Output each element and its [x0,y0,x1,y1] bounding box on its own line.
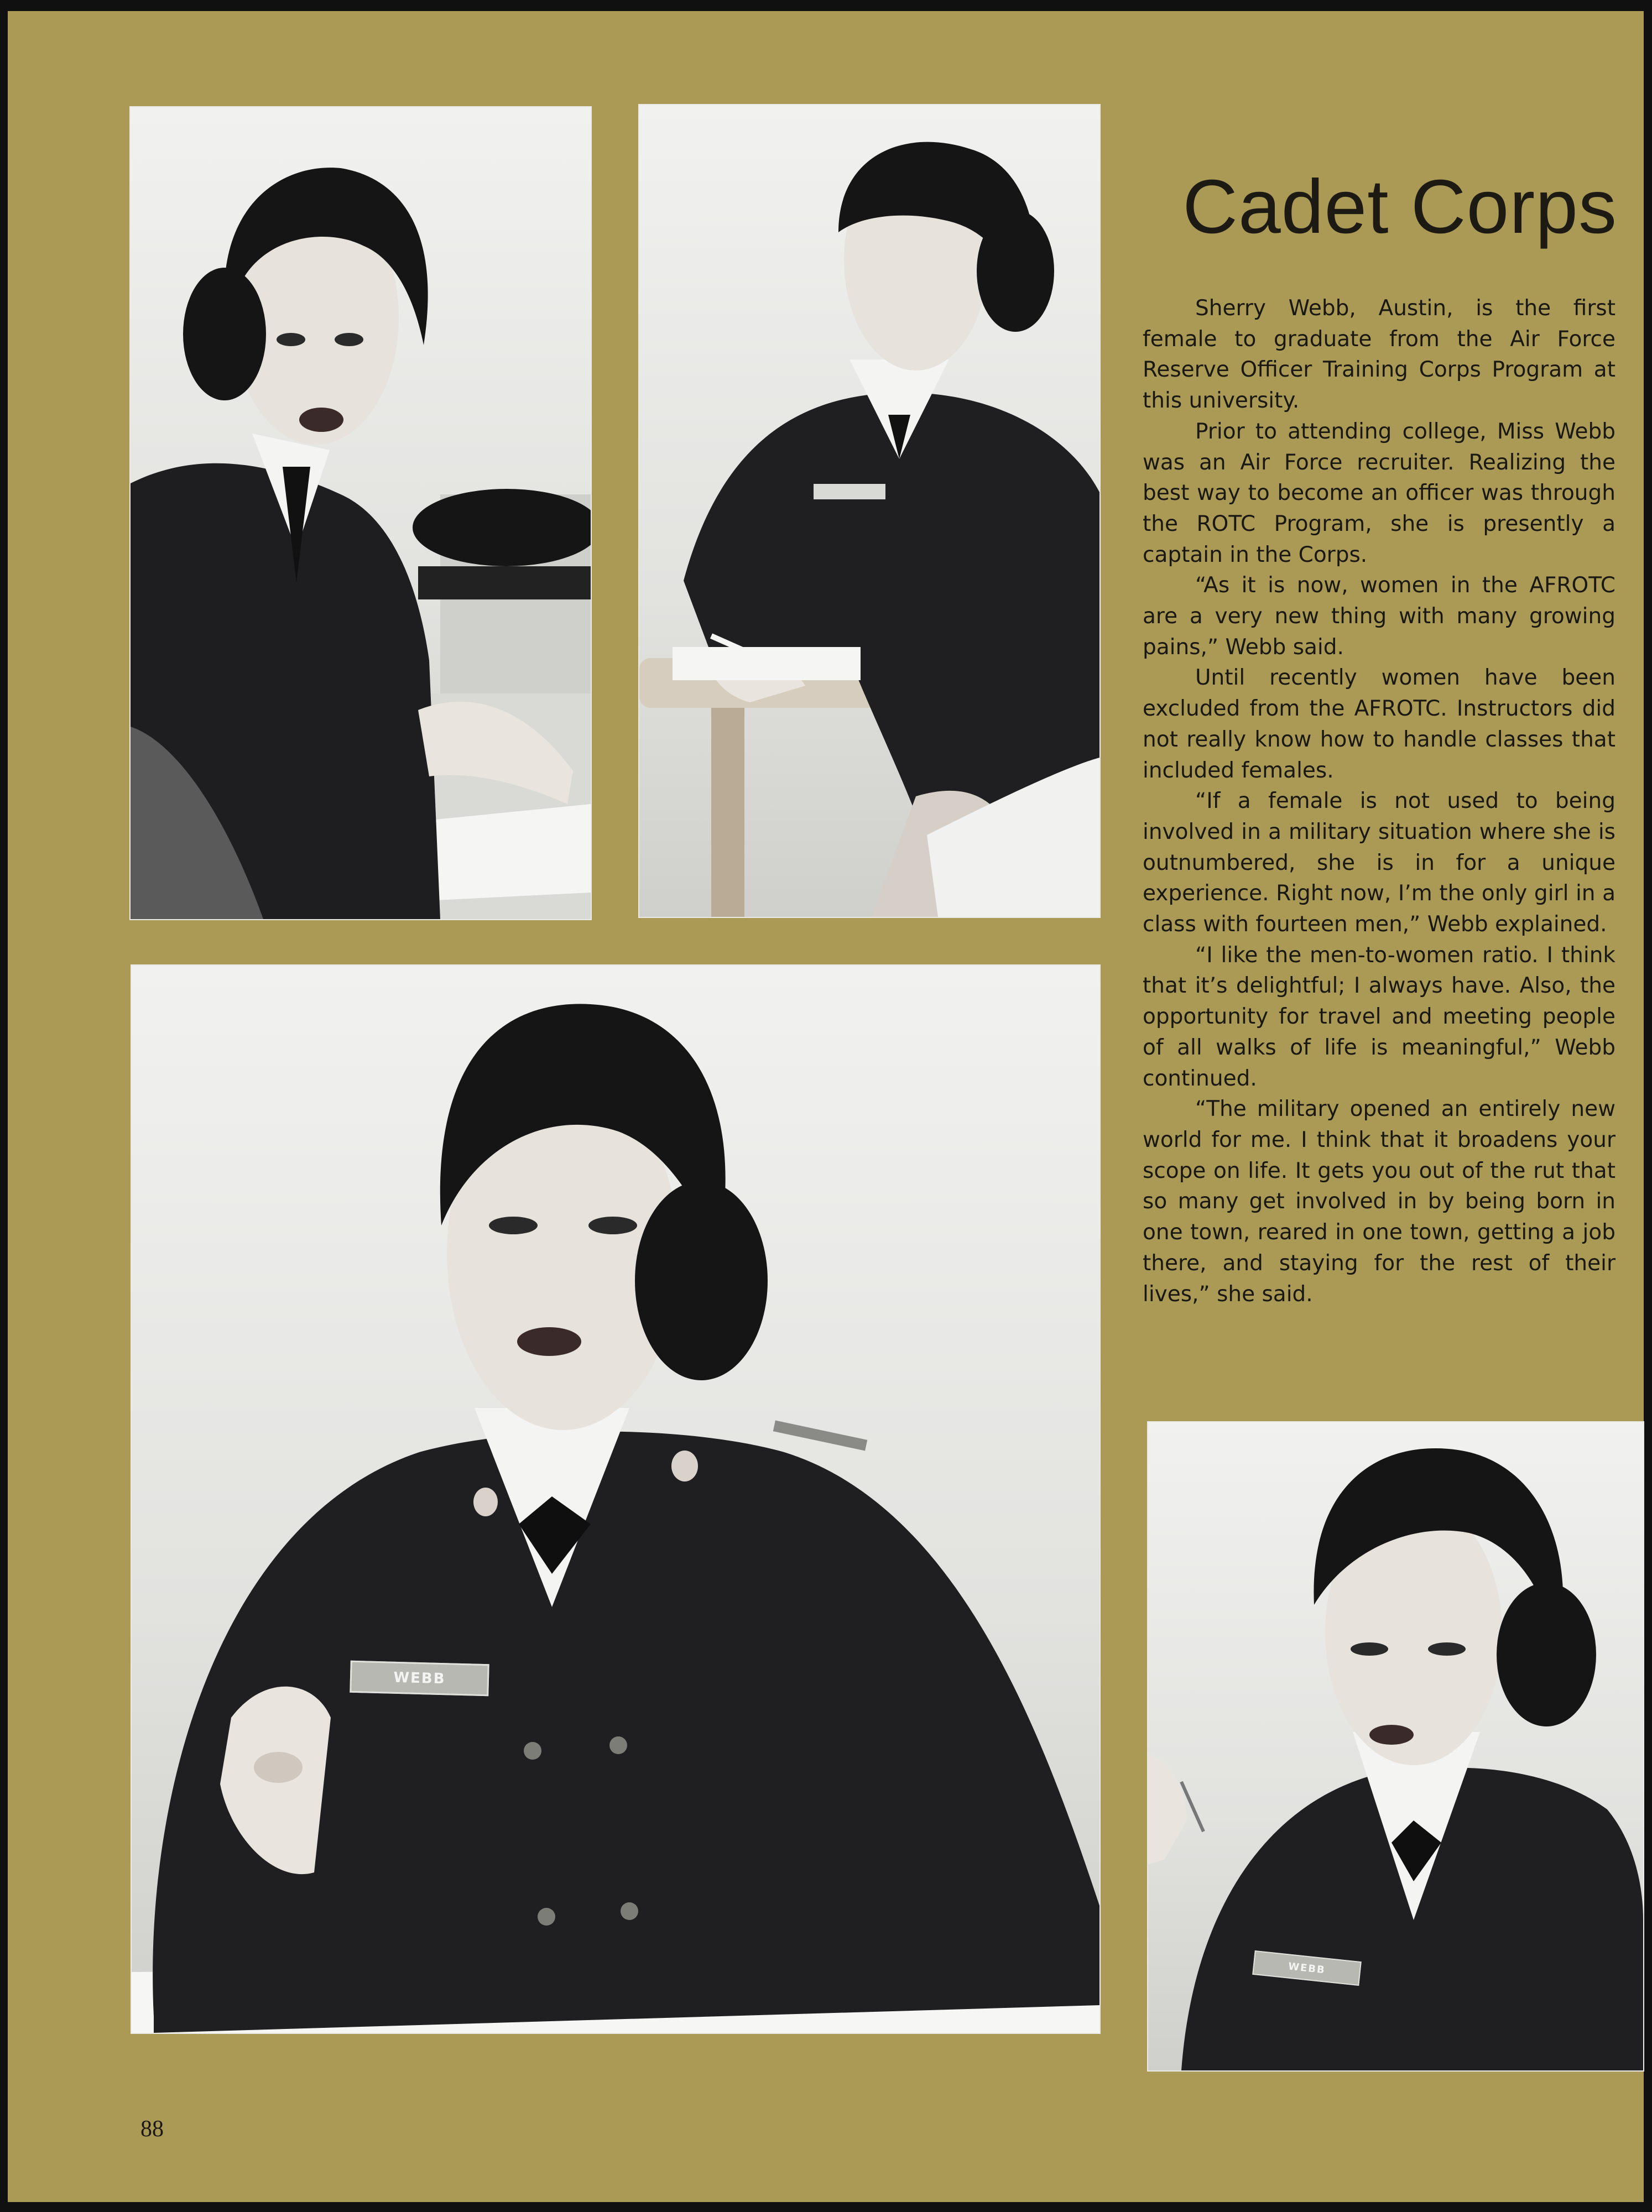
photo-cadet-reading [1147,1421,1644,2072]
photo-cadet-reading-image [1148,1422,1643,2070]
article-paragraph: “The military opened an entirely new world for me. I think that it broadens your scope on life. It gets you out of the rut that so many get involved in by being born in one town, reared in one town, getting a job there, and staying for the rest of their lives,” she said. [1143,1097,1615,1307]
article-paragraph: Sherry Webb, Austin, is the first female to graduate from the Air Force Reserve Officer Training Corps Program at this university. [1143,296,1615,414]
page-number: 88 [140,2116,164,2142]
photo-cadet-portrait [131,964,1101,2034]
article-paragraph: “I like the men-to-women ratio. I think that it’s delightful; I always have. Also, the opportunity for travel and meeting people of all walks of life is meaningful,” Webb continued. [1143,942,1615,1091]
article-paragraph: Prior to attending college, Miss Webb was an Air Force recruiter. Realizing the best way to become an officer was through the ROTC Program, she is presently a captain in the Corps. [1143,419,1615,567]
photo-cadet-speaking [129,106,592,920]
photo-cadet-writing-image [639,105,1099,917]
page-title: Cadet Corps [1182,164,1617,249]
photo-cadet-speaking-image [131,107,591,919]
name-tag-large-text: WEBB [393,1669,446,1688]
article-paragraph: “As it is now, women in the AFROTC are a very new thing with many growing pains,” Webb said. [1143,573,1615,660]
yearbook-page [8,11,1644,2202]
name-tag-small-text: WEBB [1288,1960,1326,1976]
article-body [1143,293,1615,1310]
article-paragraph: Until recently women have been excluded from the AFROTC. Instructors did not really know how to handle classes that included females. [1143,665,1615,783]
name-tag-large [350,1661,489,1697]
photo-cadet-portrait-image [132,966,1099,2033]
article-paragraph: “If a female is not used to being involved in a military situation where she is outnumbered, she is in for a unique experience. Right now, I’m the only girl in a class with fourteen men,” Webb explained. [1143,789,1615,937]
photo-cadet-writing [638,104,1101,918]
